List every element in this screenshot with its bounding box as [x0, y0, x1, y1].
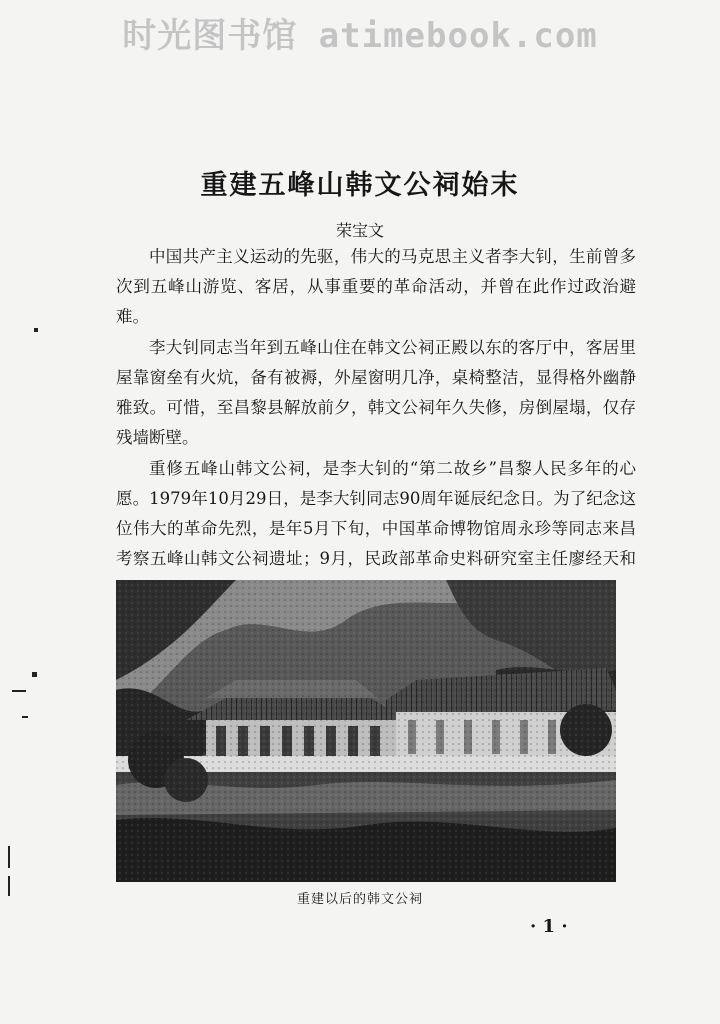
paragraph-3: 重修五峰山韩文公祠，是李大钊的“第二故乡”昌黎人民多年的心愿。1979年10月29日，是李大钊同志90周年诞辰纪念日。为了纪念这位伟大的革命先烈，是年5月下旬，中国革命博物馆周永珍等同志来昌考察五峰山韩文公祠遗址；9月，民政部革命史料研究室主任廖经天和 — [116, 459, 636, 568]
article-author: 荣宝文 — [335, 221, 384, 240]
photo-caption: 重建以后的韩文公祠 — [296, 892, 423, 907]
scan-speck — [34, 328, 38, 332]
temple-photo-image — [116, 580, 616, 882]
scan-speck — [12, 690, 26, 692]
scan-speck — [8, 876, 10, 896]
scan-speck — [22, 716, 28, 718]
scan-speck — [8, 846, 10, 868]
scan-speck — [32, 672, 37, 677]
article-title: 重建五峰山韩文公祠始末 — [200, 170, 520, 201]
paragraph-2: 李大钊同志当年到五峰山住在韩文公祠正殿以东的客厅中，客居里屋靠窗垒有火炕，备有被褥，外屋窗明几净，桌椅整洁，显得格外幽静雅致。可惜，至昌黎县解放前夕，韩文公祠年久失修，房倒屋塌，仅存残墙断壁。 — [116, 338, 636, 447]
paragraph-1: 中国共产主义运动的先驱，伟大的马克思主义者李大钊，生前曾多次到五峰山游览、客居，从事重要的革命活动，并曾在此作过政治避难。 — [116, 247, 636, 326]
watermark: 时光图书馆 atimebook.com — [122, 16, 598, 56]
page-number: · 1 · — [530, 916, 568, 937]
temple-photo — [116, 580, 616, 882]
